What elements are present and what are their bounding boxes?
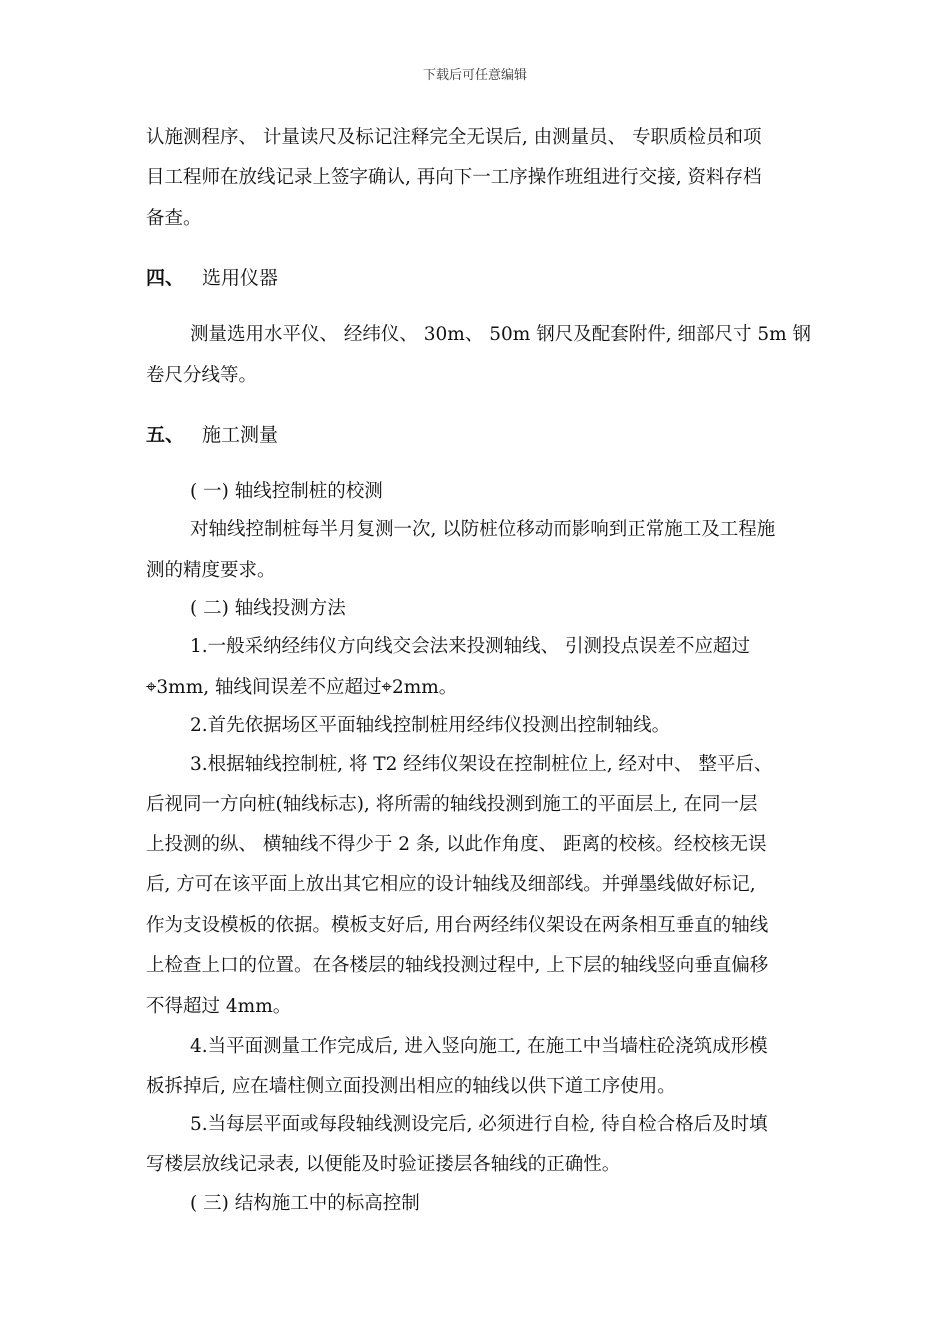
body-line: 不得超过 4mm。 <box>146 996 292 1017</box>
body-line: ⌖3mm, 轴线间误差不应超过⌖2mm。 <box>146 677 458 698</box>
list-item: 4.当平面测量工作完成后, 进入竖向施工, 在施工中当墙柱砼浇筑成形模 <box>190 1036 768 1057</box>
body-line: 上检查上口的位置。在各楼层的轴线投测过程中, 上下层的轴线竖向垂直偏移 <box>146 955 769 976</box>
section-number: 五、 <box>146 424 185 446</box>
section-title: 施工测量 <box>202 424 279 446</box>
list-item: 3.根据轴线控制桩, 将 T2 经纬仪架设在控制桩位上, 经对中、 整平后、 <box>190 754 773 775</box>
body-line: 备查。 <box>146 208 202 229</box>
body-line: 写楼层放线记录表, 以便能及时验证搂层各轴线的正确性。 <box>146 1154 621 1175</box>
list-item: 5.当每层平面或每段轴线测设完后, 必须进行自检, 待自检合格后及时填 <box>190 1114 768 1135</box>
list-item: 1.一般采纳经纬仪方向线交会法来投测轴线、 引测投点误差不应超过 <box>190 636 751 657</box>
body-line: 板拆掉后, 应在墙柱侧立面投测出相应的轴线以供下道工序使用。 <box>146 1076 676 1097</box>
body-line: 对轴线控制桩每半月复测一次, 以防桩位移动而影响到正常施工及工程施 <box>190 519 776 540</box>
body-line: 目工程师在放线记录上签字确认, 再向下一工序操作班组进行交接, 资料存档 <box>146 167 762 188</box>
page-header: 下载后可任意编辑 <box>422 68 527 83</box>
body-line: 认施测程序、 计量读尺及标记注释完全无误后, 由测量员、 专职质检员和项 <box>146 127 762 148</box>
section-heading-5 <box>146 423 278 447</box>
subheading: ( 二) 轴线投测方法 <box>190 598 346 619</box>
body-line: 后, 方可在该平面上放出其它相应的设计轴线及细部线。并弹墨线做好标记, <box>146 874 756 895</box>
body-line: 作为支设模板的依据。模板支好后, 用台两经纬仪架设在两条相互垂直的轴线 <box>146 915 769 936</box>
section-number: 四、 <box>146 267 185 289</box>
subheading: ( 三) 结构施工中的标高控制 <box>190 1193 420 1214</box>
section-title: 选用仪器 <box>202 267 279 289</box>
body-line: 测量选用水平仪、 经纬仪、 30m、 50m 钢尺及配套附件, 细部尺寸 5m 钢 <box>190 324 812 345</box>
list-item: 2.首先依据场区平面轴线控制桩用经纬仪投测出控制轴线。 <box>190 715 671 736</box>
body-line: 测的精度要求。 <box>146 560 276 581</box>
body-line: 卷尺分线等。 <box>146 365 258 386</box>
section-heading-4 <box>146 266 278 290</box>
subheading: ( 一) 轴线控制桩的校测 <box>190 481 383 502</box>
body-line: 后视同一方向桩(轴线标志), 将所需的轴线投测到施工的平面层上, 在同一层 <box>146 794 758 815</box>
body-line: 上投测的纵、 横轴线不得少于 2 条, 以此作角度、 距离的校核。经校核无误 <box>146 834 767 855</box>
